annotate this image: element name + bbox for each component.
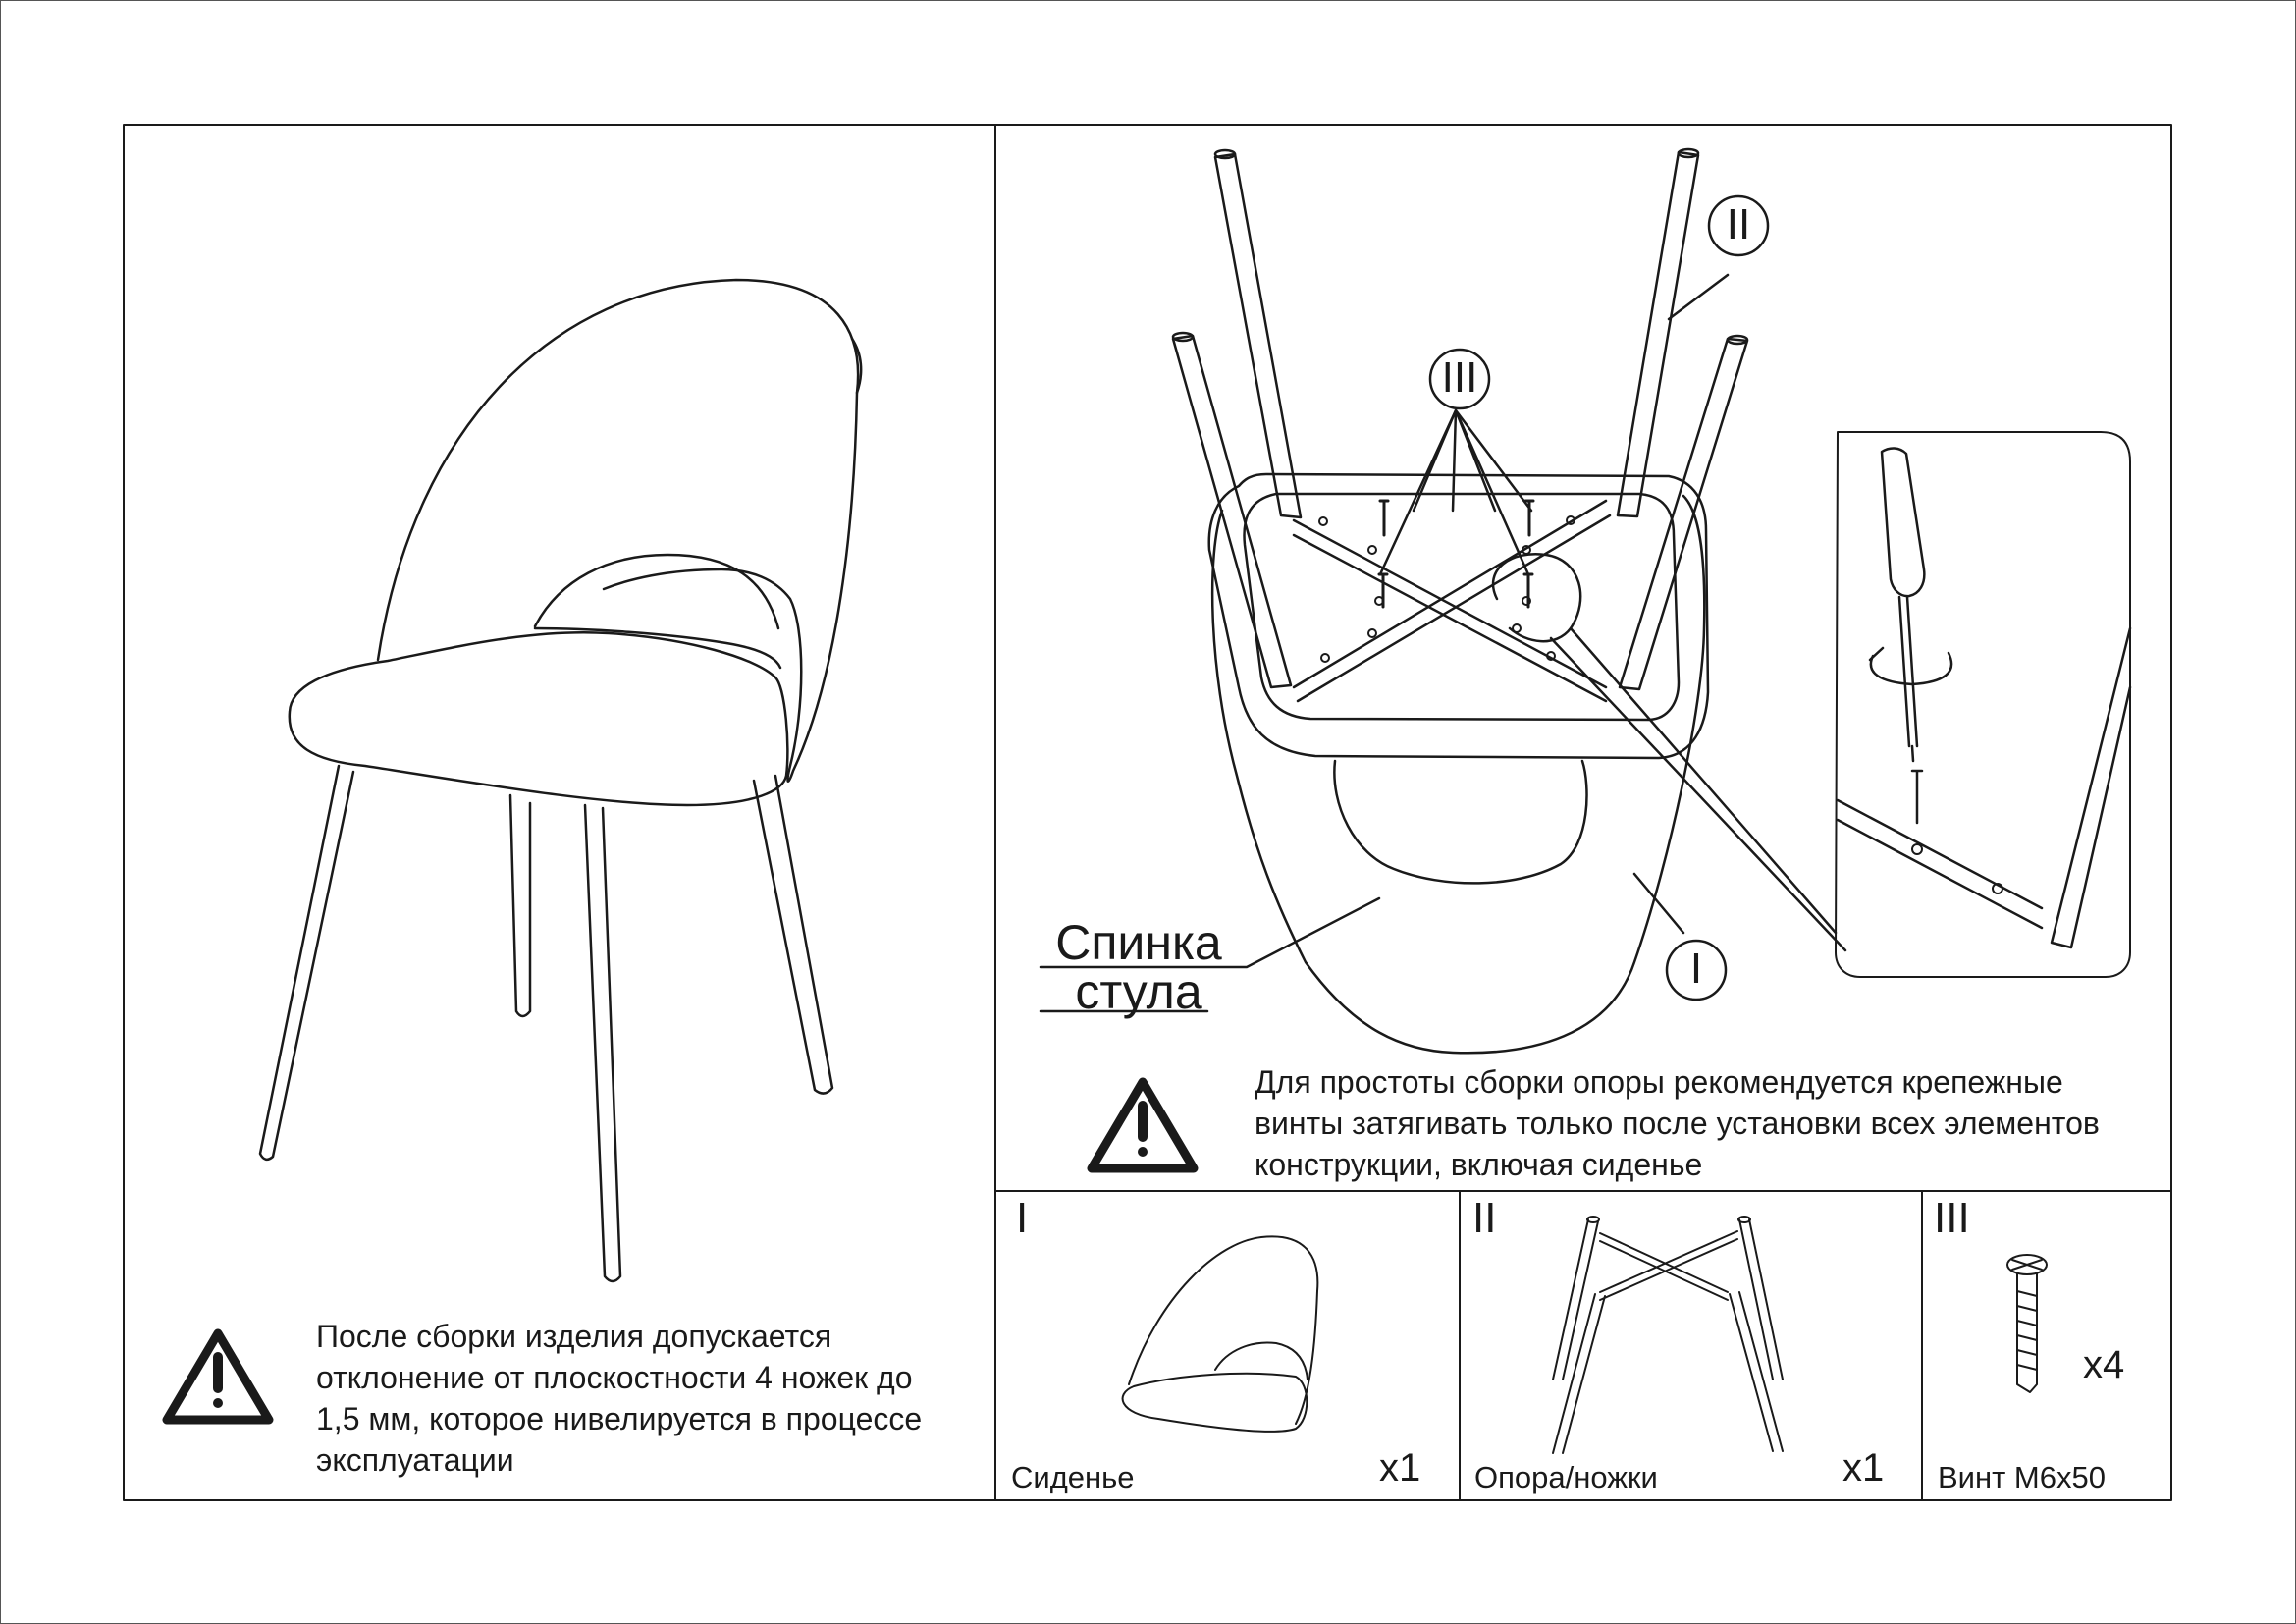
callout-screws: III: [1441, 353, 1478, 402]
left-warning-text: После сборки изделия допускается отклонение от плоскостности 4 ножек до 1,5 мм, которое нивелируется в процессе эксплуатации: [316, 1319, 923, 1478]
backrest-label: Спинка стула: [1055, 915, 1222, 1019]
part-name-screw: Винт М6х50: [1938, 1460, 2106, 1494]
part-numeral-screw: III: [1934, 1194, 1970, 1242]
part-name-frame: Опора/ножки: [1474, 1460, 1658, 1494]
part-qty-screw: x4: [2083, 1343, 2125, 1386]
callout-frame: II: [1726, 200, 1751, 248]
part-name-seat: Сиденье: [1011, 1460, 1135, 1494]
warning-triangle-icon: [1092, 1082, 1194, 1168]
callout-markers: [1430, 196, 1768, 1000]
frame-part-icon: [1553, 1217, 1783, 1453]
right-warning-text: Для простоты сборки опоры рекомендуется крепежные винты затягивать только после установки всех элементов конструкции, включая сиденье: [1255, 1064, 2100, 1182]
frame-lines: [124, 125, 2171, 1500]
part-numeral-frame: II: [1472, 1194, 1497, 1242]
screw-part-icon: [2007, 1255, 2047, 1392]
seat-part-icon: [1123, 1236, 1318, 1431]
warning-triangle-icon: [167, 1333, 269, 1420]
screwdriver-icon: [1870, 448, 1951, 823]
part-numeral-seat: I: [1016, 1194, 1029, 1242]
part-qty-seat: x1: [1379, 1446, 1421, 1489]
callout-seat: I: [1689, 945, 1703, 993]
part-qty-frame: x1: [1842, 1446, 1885, 1489]
detail-inset-drawing: [1836, 432, 2130, 977]
assembled-chair-drawing: [260, 280, 861, 1281]
